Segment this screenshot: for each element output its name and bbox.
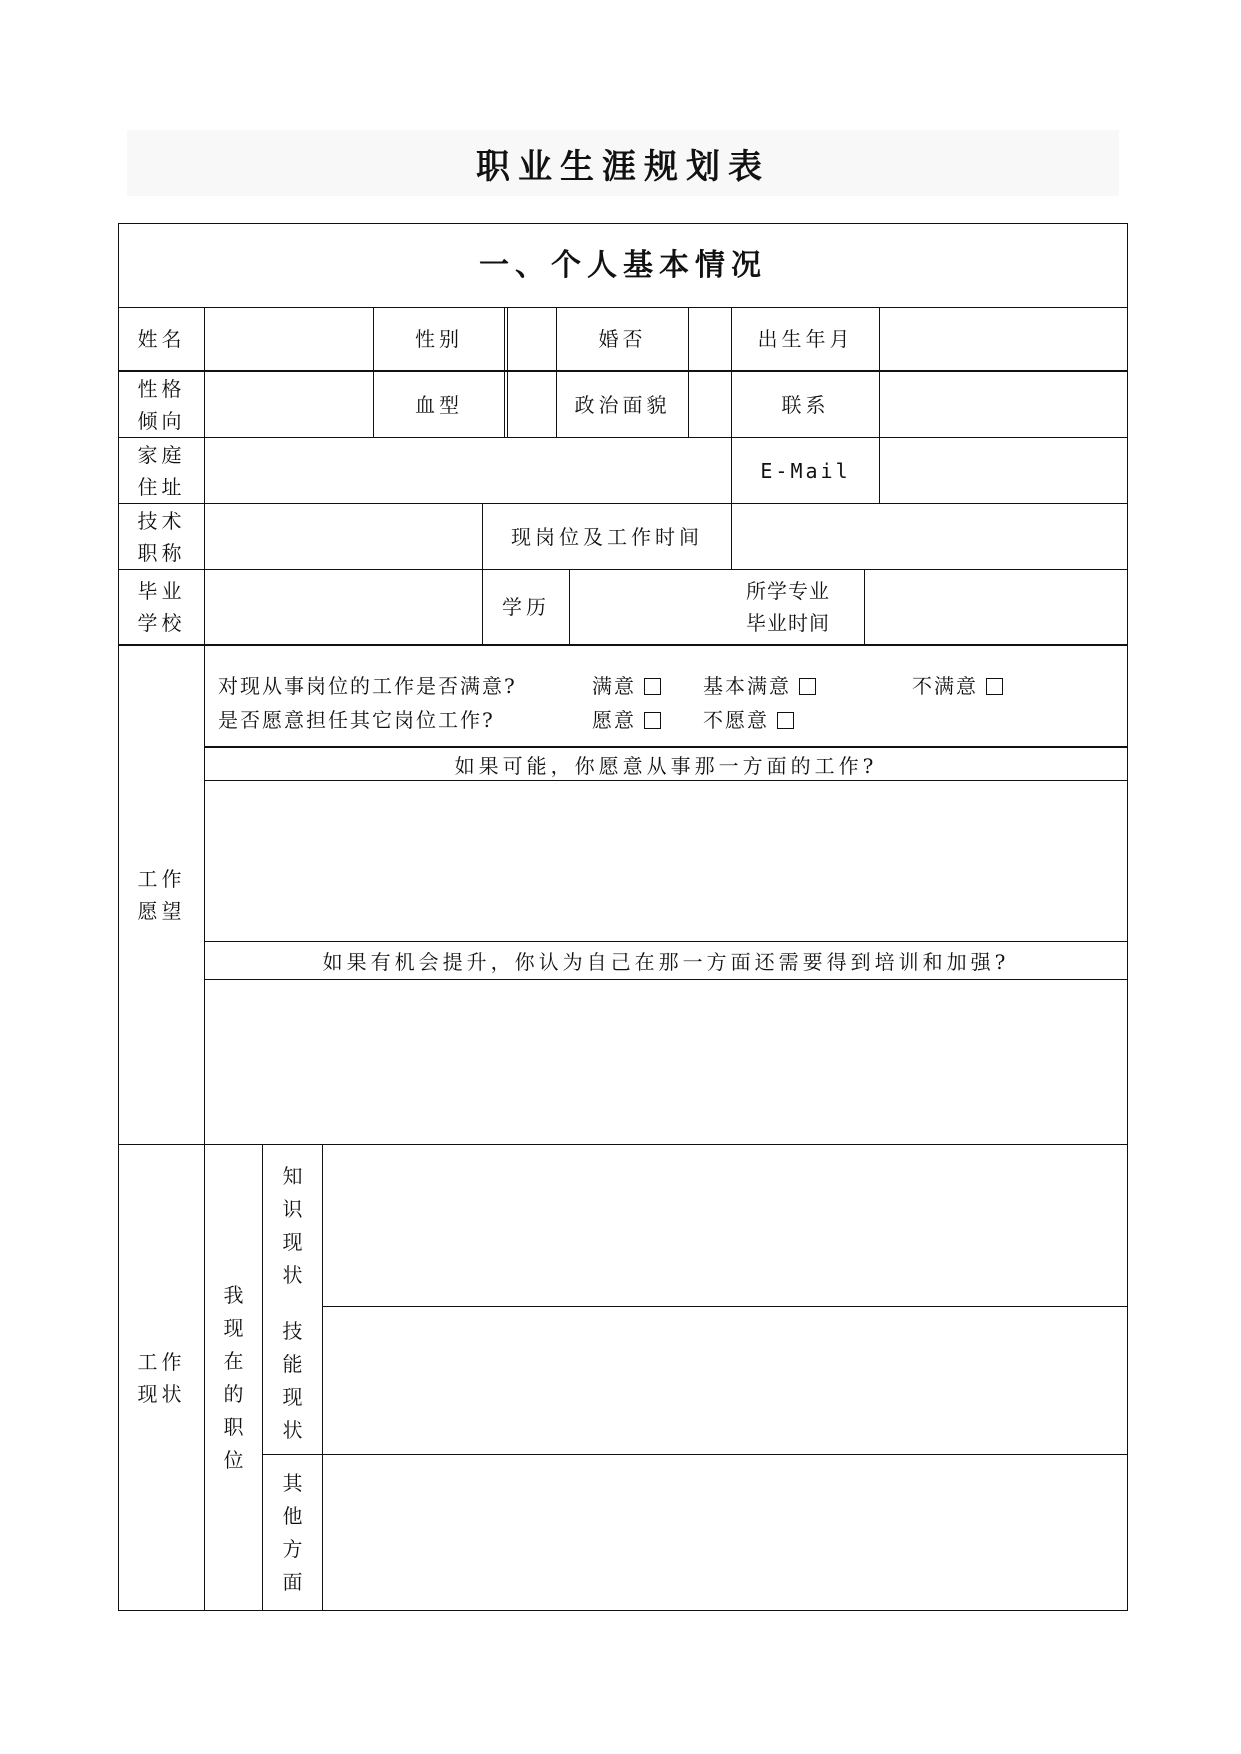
school-field[interactable] bbox=[205, 570, 482, 644]
label-name: 姓名 bbox=[137, 327, 186, 351]
label-title-line2: 职称 bbox=[137, 540, 186, 565]
other-aspects-field[interactable] bbox=[323, 1455, 1127, 1610]
option-basic-satisfied-label: 基本满意 bbox=[703, 674, 791, 698]
education-field[interactable] bbox=[570, 570, 731, 644]
label-current-position-char: 的 bbox=[223, 1381, 244, 1406]
title-band bbox=[127, 130, 1119, 196]
label-personality-line1: 性格 bbox=[137, 376, 186, 401]
label-other-char: 其 bbox=[282, 1470, 303, 1495]
label-major-line2: 毕业时间 bbox=[746, 611, 830, 635]
preferred-work-answer[interactable] bbox=[205, 781, 1127, 941]
section-title-basic: 一、个人基本情况 bbox=[479, 247, 767, 283]
label-status-line1: 工作 bbox=[137, 1349, 186, 1374]
label-wish bbox=[119, 646, 204, 1144]
option-willing-label: 愿意 bbox=[592, 708, 636, 732]
label-address bbox=[119, 438, 204, 503]
label-education: 学历 bbox=[502, 595, 550, 619]
page-title: 职业生涯规划表 bbox=[476, 146, 770, 187]
label-title-line1: 技术 bbox=[137, 508, 186, 533]
label-skill-char: 现 bbox=[282, 1384, 303, 1409]
question-other-position: 是否愿意担任其它岗位工作? bbox=[218, 708, 495, 732]
label-major-line1: 所学专业 bbox=[746, 579, 830, 603]
label-knowledge-char: 知 bbox=[282, 1163, 303, 1188]
label-title bbox=[119, 504, 204, 569]
personality-field[interactable] bbox=[205, 372, 373, 437]
label-wish-line2: 愿望 bbox=[137, 899, 186, 923]
label-knowledge-status bbox=[263, 1145, 322, 1306]
contact-field[interactable] bbox=[880, 372, 1127, 437]
checkbox-willing[interactable] bbox=[644, 712, 661, 729]
label-address-line2: 住址 bbox=[137, 474, 186, 499]
training-needs-answer[interactable] bbox=[205, 980, 1127, 1144]
question-preferred-work: 如果可能，你愿意从事那一方面的工作? bbox=[454, 753, 878, 778]
question-training-needs: 如果有机会提升，你认为自己在那一方面还需要得到培训和加强? bbox=[322, 950, 1010, 974]
option-unsatisfied-label: 不满意 bbox=[912, 674, 978, 698]
label-knowledge-char: 现 bbox=[282, 1229, 303, 1254]
label-position: 现岗位及工作时间 bbox=[511, 524, 703, 549]
label-address-line1: 家庭 bbox=[137, 442, 186, 467]
checkbox-basic-satisfied[interactable] bbox=[799, 678, 816, 695]
option-unsatisfied[interactable] bbox=[912, 670, 1003, 699]
label-other-char: 他 bbox=[282, 1503, 303, 1528]
label-other-char: 方 bbox=[282, 1536, 303, 1561]
label-birth: 出生年月 bbox=[757, 327, 854, 351]
label-status-line2: 现状 bbox=[137, 1381, 186, 1406]
label-current-position-char: 位 bbox=[223, 1447, 244, 1472]
label-skill-char: 状 bbox=[282, 1417, 303, 1442]
label-status bbox=[119, 1145, 204, 1610]
label-major bbox=[732, 570, 864, 644]
label-skill-char: 技 bbox=[282, 1318, 303, 1343]
label-current-position bbox=[205, 1145, 262, 1610]
label-current-position-char: 在 bbox=[223, 1348, 244, 1373]
label-gender: 性别 bbox=[415, 327, 463, 351]
label-email: E-Mail bbox=[760, 458, 851, 483]
label-school-line1: 毕业 bbox=[137, 579, 186, 603]
label-political: 政治面貌 bbox=[574, 392, 671, 417]
label-knowledge-char: 识 bbox=[282, 1196, 303, 1221]
label-other-char: 面 bbox=[282, 1569, 303, 1594]
checkbox-unsatisfied[interactable] bbox=[986, 678, 1003, 695]
address-field[interactable] bbox=[205, 438, 731, 503]
table-border-bottom bbox=[118, 1610, 1128, 1611]
row-line bbox=[118, 644, 1128, 646]
option-unwilling[interactable] bbox=[703, 704, 794, 733]
marital-field[interactable] bbox=[689, 308, 731, 370]
question-satisfaction: 对现从事岗位的工作是否满意? bbox=[218, 674, 517, 698]
option-willing[interactable] bbox=[592, 704, 661, 733]
col-line bbox=[504, 307, 505, 437]
blood-field[interactable] bbox=[508, 372, 556, 437]
label-school-line2: 学校 bbox=[137, 611, 186, 635]
skill-status-field[interactable] bbox=[323, 1307, 1127, 1454]
label-school bbox=[119, 570, 204, 644]
option-satisfied[interactable] bbox=[592, 670, 661, 699]
label-skill-status bbox=[263, 1307, 322, 1454]
label-knowledge-char: 状 bbox=[282, 1262, 303, 1287]
label-other-aspects bbox=[263, 1455, 322, 1610]
position-field[interactable] bbox=[732, 504, 1127, 569]
name-field[interactable] bbox=[205, 308, 373, 370]
label-personality-line2: 倾向 bbox=[137, 408, 186, 433]
label-blood: 血型 bbox=[415, 392, 463, 417]
option-basic-satisfied[interactable] bbox=[703, 670, 816, 699]
birth-field[interactable] bbox=[880, 308, 1127, 370]
table-border-right bbox=[1127, 223, 1128, 1611]
option-unwilling-label: 不愿意 bbox=[703, 708, 769, 732]
option-satisfied-label: 满意 bbox=[592, 674, 636, 698]
label-personality bbox=[119, 372, 204, 437]
political-field[interactable] bbox=[689, 372, 731, 437]
label-contact: 联系 bbox=[781, 392, 830, 417]
title-field[interactable] bbox=[205, 504, 482, 569]
checkbox-satisfied[interactable] bbox=[644, 678, 661, 695]
label-wish-line1: 工作 bbox=[137, 867, 186, 891]
label-current-position-char: 我 bbox=[223, 1282, 244, 1307]
label-marital: 婚否 bbox=[598, 327, 647, 351]
gender-field[interactable] bbox=[508, 308, 556, 370]
label-current-position-char: 现 bbox=[223, 1315, 244, 1340]
knowledge-status-field[interactable] bbox=[323, 1145, 1127, 1306]
major-field[interactable] bbox=[865, 570, 1127, 644]
email-field[interactable] bbox=[880, 438, 1127, 503]
label-current-position-char: 职 bbox=[223, 1414, 244, 1439]
checkbox-unwilling[interactable] bbox=[777, 712, 794, 729]
label-skill-char: 能 bbox=[282, 1351, 303, 1376]
